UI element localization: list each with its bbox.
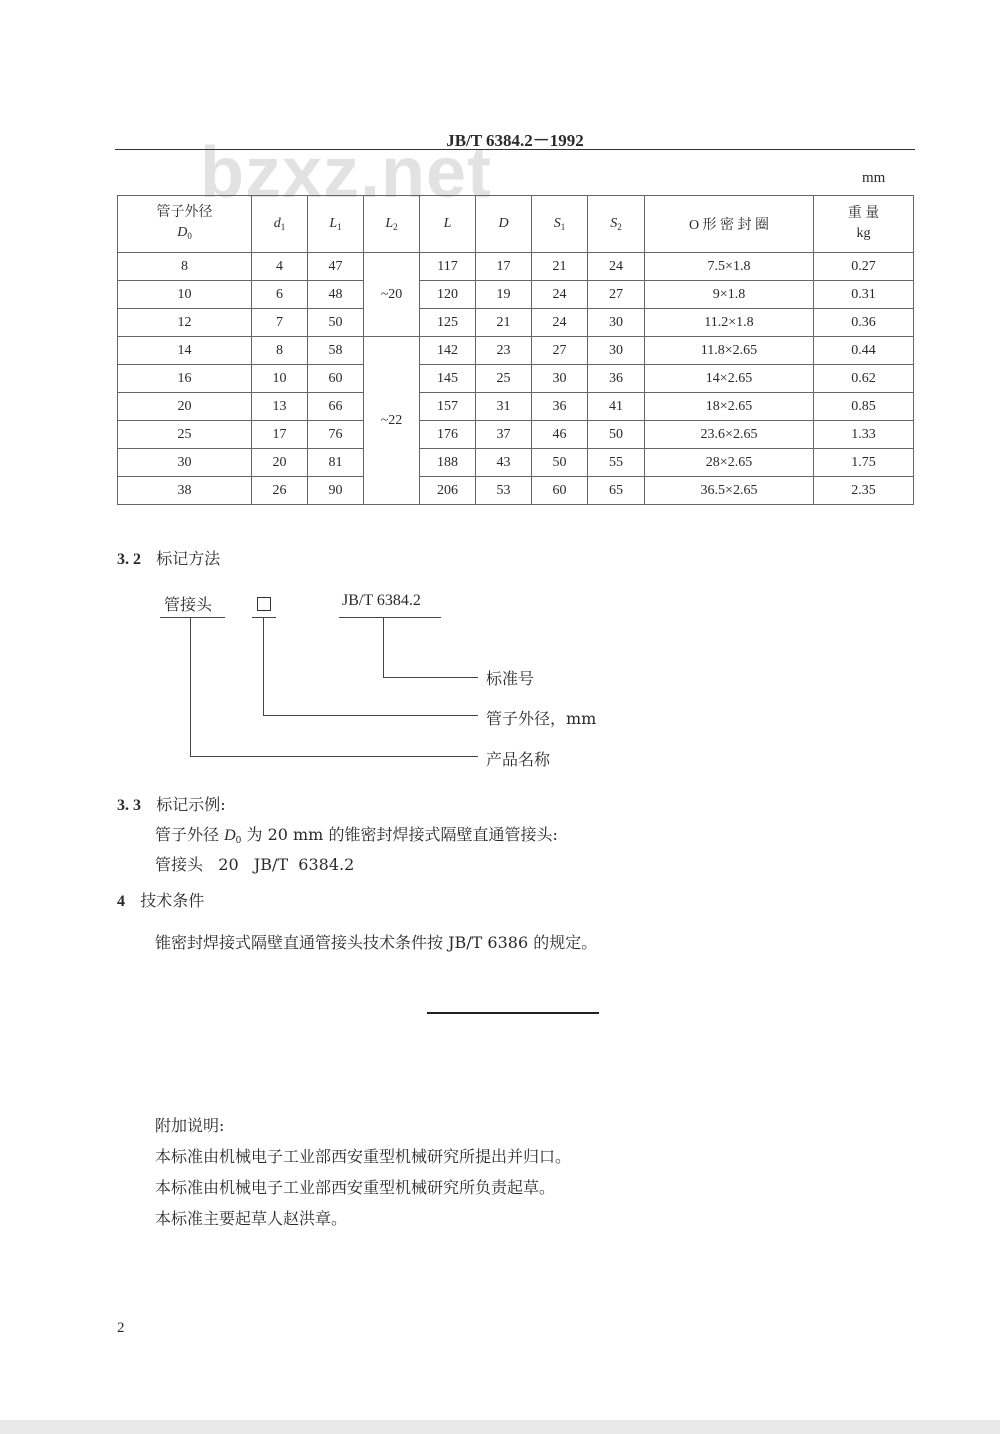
table-row xyxy=(118,281,914,309)
cell: 30 xyxy=(588,309,645,337)
cell: 188 xyxy=(420,449,476,477)
label-standard-number: 标准号 xyxy=(486,669,535,688)
table-row xyxy=(118,365,914,393)
cell: 17 xyxy=(476,253,532,281)
cell: 17 xyxy=(252,421,308,449)
cell: 48 xyxy=(308,281,364,309)
cell: 25 xyxy=(118,421,252,449)
cell: 142 xyxy=(420,337,476,365)
cell: 55 xyxy=(588,449,645,477)
cell: 90 xyxy=(308,477,364,505)
cell: 21 xyxy=(476,309,532,337)
cell: 20 xyxy=(252,449,308,477)
underline-box xyxy=(252,617,276,618)
header-outer-diameter: 管子外径 $D_0$ xyxy=(118,196,252,253)
cell: 60 xyxy=(532,477,588,505)
leader-standard-horizontal xyxy=(383,677,478,678)
cell: 27 xyxy=(532,337,588,365)
table-header-row xyxy=(118,196,914,253)
cell: 31 xyxy=(476,393,532,421)
cell: 12 xyxy=(118,309,252,337)
cell: 30 xyxy=(532,365,588,393)
cell: 66 xyxy=(308,393,364,421)
leader-name-horizontal xyxy=(190,756,478,757)
header-d: D xyxy=(476,196,532,253)
cell: 58 xyxy=(308,337,364,365)
marking-product: 管接头 xyxy=(164,595,213,614)
watermark: bzxz.net xyxy=(200,133,493,213)
cell: 50 xyxy=(532,449,588,477)
cell: 26 xyxy=(252,477,308,505)
cell: 0.27 xyxy=(814,253,914,281)
cell: 60 xyxy=(308,365,364,393)
cell: 0.62 xyxy=(814,365,914,393)
cell: 36 xyxy=(532,393,588,421)
cell: 50 xyxy=(308,309,364,337)
cell: 157 xyxy=(420,393,476,421)
cell: 25 xyxy=(476,365,532,393)
table-row xyxy=(118,393,914,421)
header-l2: $L_2$ xyxy=(364,196,420,253)
header-l1: $L_1$ xyxy=(308,196,364,253)
cell: 0.31 xyxy=(814,281,914,309)
table-row xyxy=(118,477,914,505)
cell-l2-group-1: ~20 xyxy=(364,253,420,337)
cell: 1.33 xyxy=(814,421,914,449)
table-row xyxy=(118,309,914,337)
standard-header: JB/T 6384.2－1992 xyxy=(446,131,584,150)
cell: 125 xyxy=(420,309,476,337)
cell: 11.2×1.8 xyxy=(645,309,814,337)
cell: 50 xyxy=(588,421,645,449)
cell: 8 xyxy=(252,337,308,365)
page-number: 2 xyxy=(117,1320,125,1336)
marking-standard: JB/T 6384.2 xyxy=(342,592,421,609)
bottom-bar xyxy=(0,1420,1000,1434)
cell: 8 xyxy=(118,253,252,281)
cell: 14 xyxy=(118,337,252,365)
cell: 37 xyxy=(476,421,532,449)
cell: 36.5×2.65 xyxy=(645,477,814,505)
cell: 27 xyxy=(588,281,645,309)
cell: 46 xyxy=(532,421,588,449)
label-product-name: 产品名称 xyxy=(486,750,551,769)
header-l: L xyxy=(420,196,476,253)
label-outer-diameter: 管子外径，mm xyxy=(486,709,597,728)
cell: 0.44 xyxy=(814,337,914,365)
cell: 117 xyxy=(420,253,476,281)
cell: 41 xyxy=(588,393,645,421)
header-rule xyxy=(115,149,915,150)
cell: 4 xyxy=(252,253,308,281)
cell: 30 xyxy=(118,449,252,477)
unit-label: mm xyxy=(862,170,886,186)
cell: 14×2.65 xyxy=(645,365,814,393)
cell: 10 xyxy=(118,281,252,309)
dimension-table xyxy=(117,195,914,505)
table-row xyxy=(118,449,914,477)
appendix-line: 本标准由机械电子工业部西安重型机械研究所提出并归口。 xyxy=(155,1147,572,1166)
header-weight: 重 量 kg xyxy=(814,196,914,253)
underline-product xyxy=(160,617,225,618)
header-s1: $S_1$ xyxy=(532,196,588,253)
cell: 20 xyxy=(118,393,252,421)
cell: 206 xyxy=(420,477,476,505)
cell: 120 xyxy=(420,281,476,309)
cell: 13 xyxy=(252,393,308,421)
appendix-line: 本标准由机械电子工业部西安重型机械研究所负责起草。 xyxy=(155,1178,556,1197)
leader-diameter-horizontal xyxy=(263,715,478,716)
appendix-title: 附加说明: xyxy=(155,1116,225,1135)
cell: 6 xyxy=(252,281,308,309)
cell: 23 xyxy=(476,337,532,365)
cell: 7.5×1.8 xyxy=(645,253,814,281)
cell: 47 xyxy=(308,253,364,281)
example-description: 管子外径 $D_0$ 为 20 mm 的锥密封焊接式隔壁直通管接头: xyxy=(155,825,558,846)
cell: 23.6×2.65 xyxy=(645,421,814,449)
end-rule xyxy=(427,1012,599,1014)
cell: 24 xyxy=(532,281,588,309)
table-row xyxy=(118,337,914,365)
cell: 18×2.65 xyxy=(645,393,814,421)
example-marking: 管接头 20 JB/T 6384.2 xyxy=(155,855,355,874)
leader-diameter-vertical xyxy=(263,617,264,715)
cell: 11.8×2.65 xyxy=(645,337,814,365)
cell: 16 xyxy=(118,365,252,393)
leader-name-vertical xyxy=(190,617,191,756)
underline-standard xyxy=(339,617,441,618)
cell: 38 xyxy=(118,477,252,505)
cell: 9×1.8 xyxy=(645,281,814,309)
table-row xyxy=(118,253,914,281)
header-s2: $S_2$ xyxy=(588,196,645,253)
cell: 176 xyxy=(420,421,476,449)
cell: 24 xyxy=(532,309,588,337)
cell: 145 xyxy=(420,365,476,393)
cell: 2.35 xyxy=(814,477,914,505)
cell: 10 xyxy=(252,365,308,393)
cell: 0.85 xyxy=(814,393,914,421)
technical-conditions-text: 锥密封焊接式隔壁直通管接头技术条件按 JB/T 6386 的规定。 xyxy=(155,933,598,952)
cell: 81 xyxy=(308,449,364,477)
placeholder-box-icon xyxy=(257,597,271,611)
header-d1: $d_1$ xyxy=(252,196,308,253)
cell: 65 xyxy=(588,477,645,505)
cell: 30 xyxy=(588,337,645,365)
section-4-heading: 4 技术条件 xyxy=(117,891,205,910)
cell: 7 xyxy=(252,309,308,337)
appendix-line: 本标准主要起草人赵洪章。 xyxy=(155,1209,348,1228)
section-3-2-heading: 3. 2 标记方法 xyxy=(117,549,221,568)
header-o-ring: O 形 密 封 圈 xyxy=(645,196,814,253)
cell: 28×2.65 xyxy=(645,449,814,477)
cell: 19 xyxy=(476,281,532,309)
cell: 53 xyxy=(476,477,532,505)
cell: 43 xyxy=(476,449,532,477)
table-row xyxy=(118,421,914,449)
cell: 0.36 xyxy=(814,309,914,337)
cell-l2-group-2: ~22 xyxy=(364,337,420,505)
cell: 36 xyxy=(588,365,645,393)
leader-standard-vertical xyxy=(383,617,384,677)
cell: 21 xyxy=(532,253,588,281)
cell: 1.75 xyxy=(814,449,914,477)
section-3-3-heading: 3. 3 标记示例: xyxy=(117,795,226,814)
cell: 76 xyxy=(308,421,364,449)
cell: 24 xyxy=(588,253,645,281)
